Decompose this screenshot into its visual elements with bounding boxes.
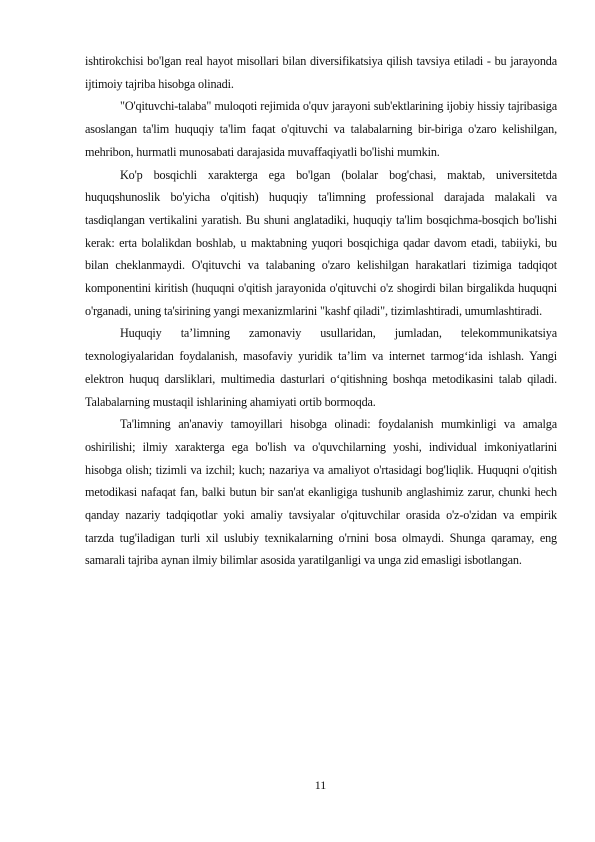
document-body [85, 50, 557, 572]
paragraph-5: Ta'limning an'anaviy tamoyillari hisobga olinadi: foydalanish mumkinligi va amalga oshirilishi; ilmiy xarakterga ega bo'lish va o'quvchilarning yoshi, individual imkoniyatlarini hisobga olish; tizimli va izchil; kuch; nazariya va amaliyot o'rtasidagi bog'liqlik. Huquqni o'qitish metodikasi nafaqat fan, balki butun bir san'at ekanligiga tushunib anglashimiz zarur, chunki hech qanday nazariy tadqiqotlar yoki amaliy tavsiyalar o'qituvchilar orasida o'z-o'zidan va empirik tarzda tug'iladigan turli xil uslubiy texnikalarning o'rnini bosa olmaydi. Shunga qaramay, eng samarali tajriba aynan ilmiy bilimlar asosida yaratilganligi va unga zid emasligi isbotlangan. [85, 417, 557, 568]
paragraph-1: ishtirokchisi bo'lgan real hayot misollari bilan diversifikatsiya qilish tavsiya etiladi - bu jarayonda ijtimoiy tajriba hisobga olinadi. [85, 54, 557, 91]
page-number: 11 [314, 778, 327, 792]
paragraph-3: Ko'p bosqichli xarakterga ega bo'lgan (bolalar bog'chasi, maktab, universitetda huquqshunoslik bo'yicha o'qitish) huquqiy ta'limning professional darajada malakali va tasdiqlangan vertikalini yaratish. Bu shuni anglatadiki, huquqiy ta'lim bosqichma-bosqich bo'lishi kerak: erta bolalikdan boshlab, u maktabning yuqori bosqichiga qadar davom etadi, tabiiyki, bu bilan cheklanmaydi. O'qituvchi va talabaning o'zaro kelishilgan harakatlari tizimiga tadqiqot komponentini kiritish (huquqni o'qitish jarayonida o'qituvchi o'z shogirdi bilan birgalikda huquqni o'rganadi, uning ta'sirining yangi mexanizmlarini "kashf qiladi", tizimlashtiradi, umumlashtiradi. [85, 167, 557, 318]
paragraph-4: Huquqiy ta’limning zamonaviy usullaridan, jumladan, telekommunikatsiya texnologiyalaridan foydalanish, masofaviy yuridik ta’lim va internet tarmog‘ida ishlash. Yangi elektron huquq darsliklari, multimedia dasturlari o‘qitishning boshqa metodikasini talab qiladi. Talabalarning mustaqil ishlarining ahamiyati ortib bormoqda. [85, 326, 557, 409]
paragraph-2: "O'qituvchi-talaba" muloqoti rejimida o'quv jarayoni sub'ektlarining ijobiy hissiy tajribasiga asoslangan ta'lim huquqiy ta'lim faqat o'qituvchi va talabalarning bir-biriga o'zaro kelishilgan, mehribon, hurmatli munosabati darajasida muvaffaqiyatli bo'lishi mumkin. [85, 99, 557, 159]
